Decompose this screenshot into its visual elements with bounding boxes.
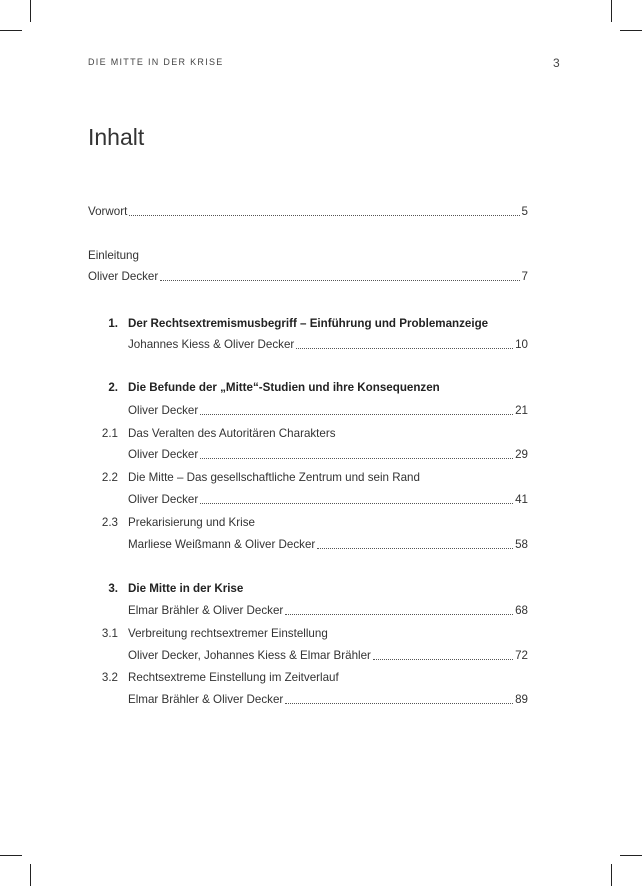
toc-page-number: 89 <box>515 693 528 706</box>
section-number: 3. <box>108 582 118 595</box>
leader-dots <box>285 613 513 615</box>
section-number: 1. <box>108 317 118 330</box>
section-number: 2. <box>108 381 118 394</box>
section-title: Die Befunde der „Mitte“-Studien und ihre Konsequenzen <box>128 381 440 394</box>
crop-mark <box>620 855 642 856</box>
section-number: 2.1 <box>101 427 118 440</box>
section-number: 3.2 <box>101 671 118 684</box>
section-number: 3.1 <box>101 627 118 640</box>
toc-entry-author: Oliver Decker <box>128 493 199 506</box>
section-title: Prekarisierung und Krise <box>128 516 255 529</box>
leader-dots <box>200 502 513 504</box>
leader-dots <box>129 214 519 216</box>
leader-dots <box>296 347 513 349</box>
toc-entry-s2-1 <box>128 448 528 462</box>
leader-dots <box>317 547 513 549</box>
toc-entry-vorwort <box>88 205 528 219</box>
toc-entry-einleitung <box>88 270 528 284</box>
crop-mark <box>0 30 22 31</box>
leader-dots <box>200 457 513 459</box>
toc-entry-author: Oliver Decker <box>128 404 199 417</box>
toc-entry-author: Elmar Brähler & Oliver Decker <box>128 693 284 706</box>
leader-dots <box>285 702 513 704</box>
toc-page-number: 29 <box>515 448 528 461</box>
toc-page-number: 10 <box>515 338 528 351</box>
section-title: Verbreitung rechtsextremer Einstellung <box>128 627 328 640</box>
section-number: 2.3 <box>101 516 118 529</box>
crop-mark <box>611 864 612 886</box>
crop-mark <box>611 0 612 22</box>
toc-page-number: 5 <box>521 205 528 218</box>
toc-entry-s3-1 <box>128 649 528 663</box>
toc-entry-s2 <box>128 404 528 418</box>
page-title: Inhalt <box>88 124 145 150</box>
toc-entry-s2-3 <box>128 538 528 552</box>
crop-mark <box>620 30 642 31</box>
toc-entry-s3-2 <box>128 693 528 707</box>
toc-entry-s1 <box>128 338 528 352</box>
section-title: Die Mitte – Das gesellschaftliche Zentrum und sein Rand <box>128 471 420 484</box>
section-title: Rechtsextreme Einstellung im Zeitverlauf <box>128 671 339 684</box>
page-number: 3 <box>553 56 560 70</box>
leader-dots <box>200 413 513 415</box>
crop-mark <box>30 0 31 22</box>
crop-mark <box>30 864 31 886</box>
section-title: Der Rechtsextremismusbegriff – Einführung und Problemanzeige <box>128 317 489 330</box>
toc-entry-s3 <box>128 604 528 618</box>
toc-entry-author: Oliver Decker <box>128 448 199 461</box>
toc-entry-author: Marliese Weißmann & Oliver Decker <box>128 538 316 551</box>
running-head: DIE MITTE IN DER KRISE <box>88 57 224 67</box>
section-title: Die Mitte in der Krise <box>128 582 244 595</box>
toc-page-number: 58 <box>515 538 528 551</box>
section-title: Das Veralten des Autoritären Charakters <box>128 427 336 440</box>
toc-page-number: 41 <box>515 493 528 506</box>
crop-mark <box>0 855 22 856</box>
leader-dots <box>160 279 519 281</box>
toc-entry-author: Johannes Kiess & Oliver Decker <box>128 338 295 351</box>
leader-dots <box>373 658 513 660</box>
toc-entry-author: Oliver Decker, Johannes Kiess & Elmar Brähler <box>128 649 371 662</box>
toc-page-number: 68 <box>515 604 528 617</box>
toc-entry-s2-2 <box>128 493 528 507</box>
toc-page-number: 7 <box>521 270 528 283</box>
toc-entry-title: Einleitung <box>88 249 139 262</box>
toc-page-number: 21 <box>515 404 528 417</box>
toc-entry-author: Oliver Decker <box>88 270 159 283</box>
toc-entry-author: Elmar Brähler & Oliver Decker <box>128 604 284 617</box>
toc-entry-title: Vorwort <box>88 205 128 218</box>
section-number: 2.2 <box>101 471 118 484</box>
toc-page-number: 72 <box>515 649 528 662</box>
